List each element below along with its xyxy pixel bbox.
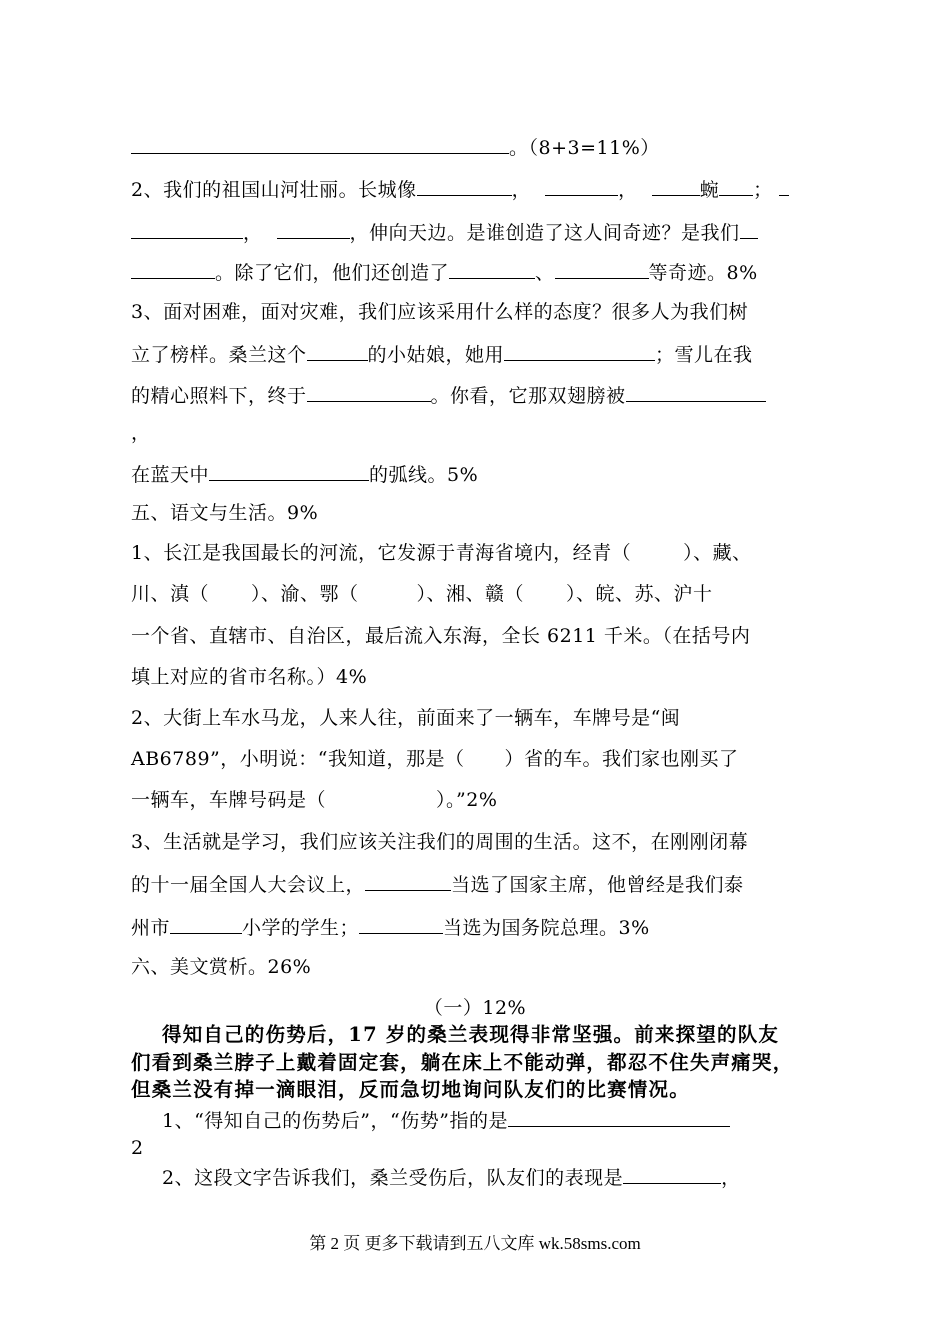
text: 的十一届全国人大会议上， — [131, 874, 366, 896]
text: ）省的车。我们家也刚买了 — [504, 748, 739, 770]
text: ）、渝、鄂（ — [251, 583, 359, 605]
answer-blank[interactable] — [131, 258, 215, 279]
answer-blank[interactable] — [740, 218, 758, 239]
answer-blank[interactable] — [545, 175, 618, 196]
section-6-title: 六、美文赏析。26% — [131, 956, 312, 978]
text: 1、长江是我国最长的河流，它发源于青海省境内，经青（ — [131, 542, 632, 564]
text: ， — [243, 222, 263, 244]
page-footer: 第 2 页 更多下载请到五八文库 wk.58sms.com — [309, 1234, 641, 1253]
answer-blank[interactable] — [359, 913, 443, 934]
life-q2-line-1: 2、大街上车水马龙，人来人往，前面来了一辆车，车牌号是“闽 — [131, 707, 681, 729]
answer-blank[interactable] — [449, 258, 535, 279]
text: 在蓝天中 — [131, 464, 210, 486]
text: ）、藏、 — [683, 542, 752, 564]
life-q2-line-2 — [131, 746, 738, 772]
text: ， — [618, 179, 638, 201]
question-3-line-5 — [131, 460, 478, 488]
text: ， — [511, 179, 532, 201]
text: ）、皖、苏、沪十 — [566, 583, 713, 605]
answer-blank[interactable] — [417, 175, 512, 196]
passage-line-3: 但桑兰没有掉一滴眼泪，反而急切地询问队友们的比赛情况。 — [131, 1078, 690, 1101]
text: ， — [721, 1167, 741, 1189]
text: ； — [753, 179, 773, 201]
text: 等奇迹。8% — [648, 262, 758, 284]
answer-blank[interactable] — [131, 218, 243, 239]
text: 。除了它们，他们还创造了 — [215, 262, 450, 284]
text: 。你看，它那双翅膀被 — [430, 385, 626, 407]
text: 当选为国务院总理。3% — [443, 917, 650, 939]
text: 当选了国家主席，他曾经是我们泰 — [451, 874, 744, 896]
answer-blank[interactable] — [508, 1106, 730, 1127]
text: 一辆车，车牌号码是（ — [131, 789, 327, 811]
text: 蜿 — [699, 179, 720, 201]
reading-q1-line-1 — [162, 1106, 730, 1134]
text: ）、湘、赣（ — [416, 583, 525, 605]
text: 2、我们的祖国山河壮丽。长城像 — [131, 179, 417, 201]
question-3-line-4: ， — [131, 422, 151, 444]
life-q2-line-3 — [131, 787, 497, 813]
score-note: 。（8+3=11%） — [509, 137, 660, 159]
text: 的弧线。5% — [369, 464, 479, 486]
line-1 — [131, 133, 660, 161]
reading-q1-line-2: 2 — [131, 1137, 144, 1159]
life-q3-line-1: 3、生活就是学习，我们应该关注我们的周围的生活。这不，在刚刚闭幕 — [131, 831, 749, 853]
answer-blank[interactable] — [307, 381, 431, 402]
answer-blank[interactable] — [170, 913, 242, 934]
question-3-line-1: 3、面对困难，面对灾难，我们应该采用什么样的态度？很多人为我们树 — [131, 301, 749, 323]
answer-blank[interactable] — [555, 258, 649, 279]
text: 的精心照料下，终于 — [131, 385, 307, 407]
text: 州市 — [131, 917, 171, 939]
text: ，伸向天边。是谁创造了这人间奇迹？是我们 — [349, 222, 740, 244]
life-q1-line-1 — [131, 540, 752, 566]
answer-blank[interactable] — [652, 175, 700, 196]
text: 小学的学生； — [242, 917, 360, 939]
answer-blank[interactable] — [131, 133, 509, 154]
life-q3-line-2 — [131, 870, 744, 898]
life-q3-line-3 — [131, 913, 650, 941]
answer-blank[interactable] — [504, 340, 655, 361]
text: ）。”2% — [436, 789, 498, 811]
text: 立了榜样。桑兰这个 — [131, 344, 307, 366]
question-2-line-1 — [131, 175, 789, 203]
answer-blank[interactable] — [365, 870, 451, 891]
text: AB6789”，小明说：“我知道，那是（ — [131, 748, 465, 770]
question-3-line-3 — [131, 381, 766, 409]
answer-blank[interactable] — [307, 340, 368, 361]
text: 的小姑娘，她用 — [367, 344, 505, 366]
answer-blank[interactable] — [277, 218, 350, 239]
reading-q2-line-1 — [162, 1163, 741, 1191]
text: ；雪儿在我 — [655, 344, 753, 366]
question-2-line-3 — [131, 258, 758, 286]
answer-blank[interactable] — [626, 381, 766, 402]
subsection-title: （一）12% — [423, 997, 527, 1019]
question-3-line-2 — [131, 340, 753, 368]
question-2-line-2 — [131, 218, 758, 246]
passage-line-1: 得知自己的伤势后，17 岁的桑兰表现得非常坚强。前来探望的队友 — [162, 1023, 780, 1046]
text: 、 — [535, 262, 555, 284]
life-q1-line-3: 一个省、直辖市、自治区，最后流入东海，全长 6211 千米。（在括号内 — [131, 625, 751, 647]
passage-line-2: 们看到桑兰脖子上戴着固定套，躺在床上不能动弹，都忍不住失声痛哭， — [131, 1051, 794, 1074]
answer-blank[interactable] — [719, 175, 753, 196]
life-q1-line-2 — [131, 581, 713, 607]
life-q1-line-4: 填上对应的省市名称。）4% — [131, 666, 368, 688]
answer-blank[interactable] — [209, 460, 369, 481]
text: 川、滇（ — [131, 583, 210, 605]
text: 2、这段文字告诉我们，桑兰受伤后，队友们的表现是 — [162, 1167, 624, 1189]
answer-blank[interactable] — [623, 1163, 721, 1184]
answer-blank[interactable] — [779, 175, 789, 196]
section-5-title: 五、语文与生活。9% — [131, 502, 319, 524]
text: 1、“得知自己的伤势后”，“伤势”指的是 — [162, 1110, 508, 1132]
